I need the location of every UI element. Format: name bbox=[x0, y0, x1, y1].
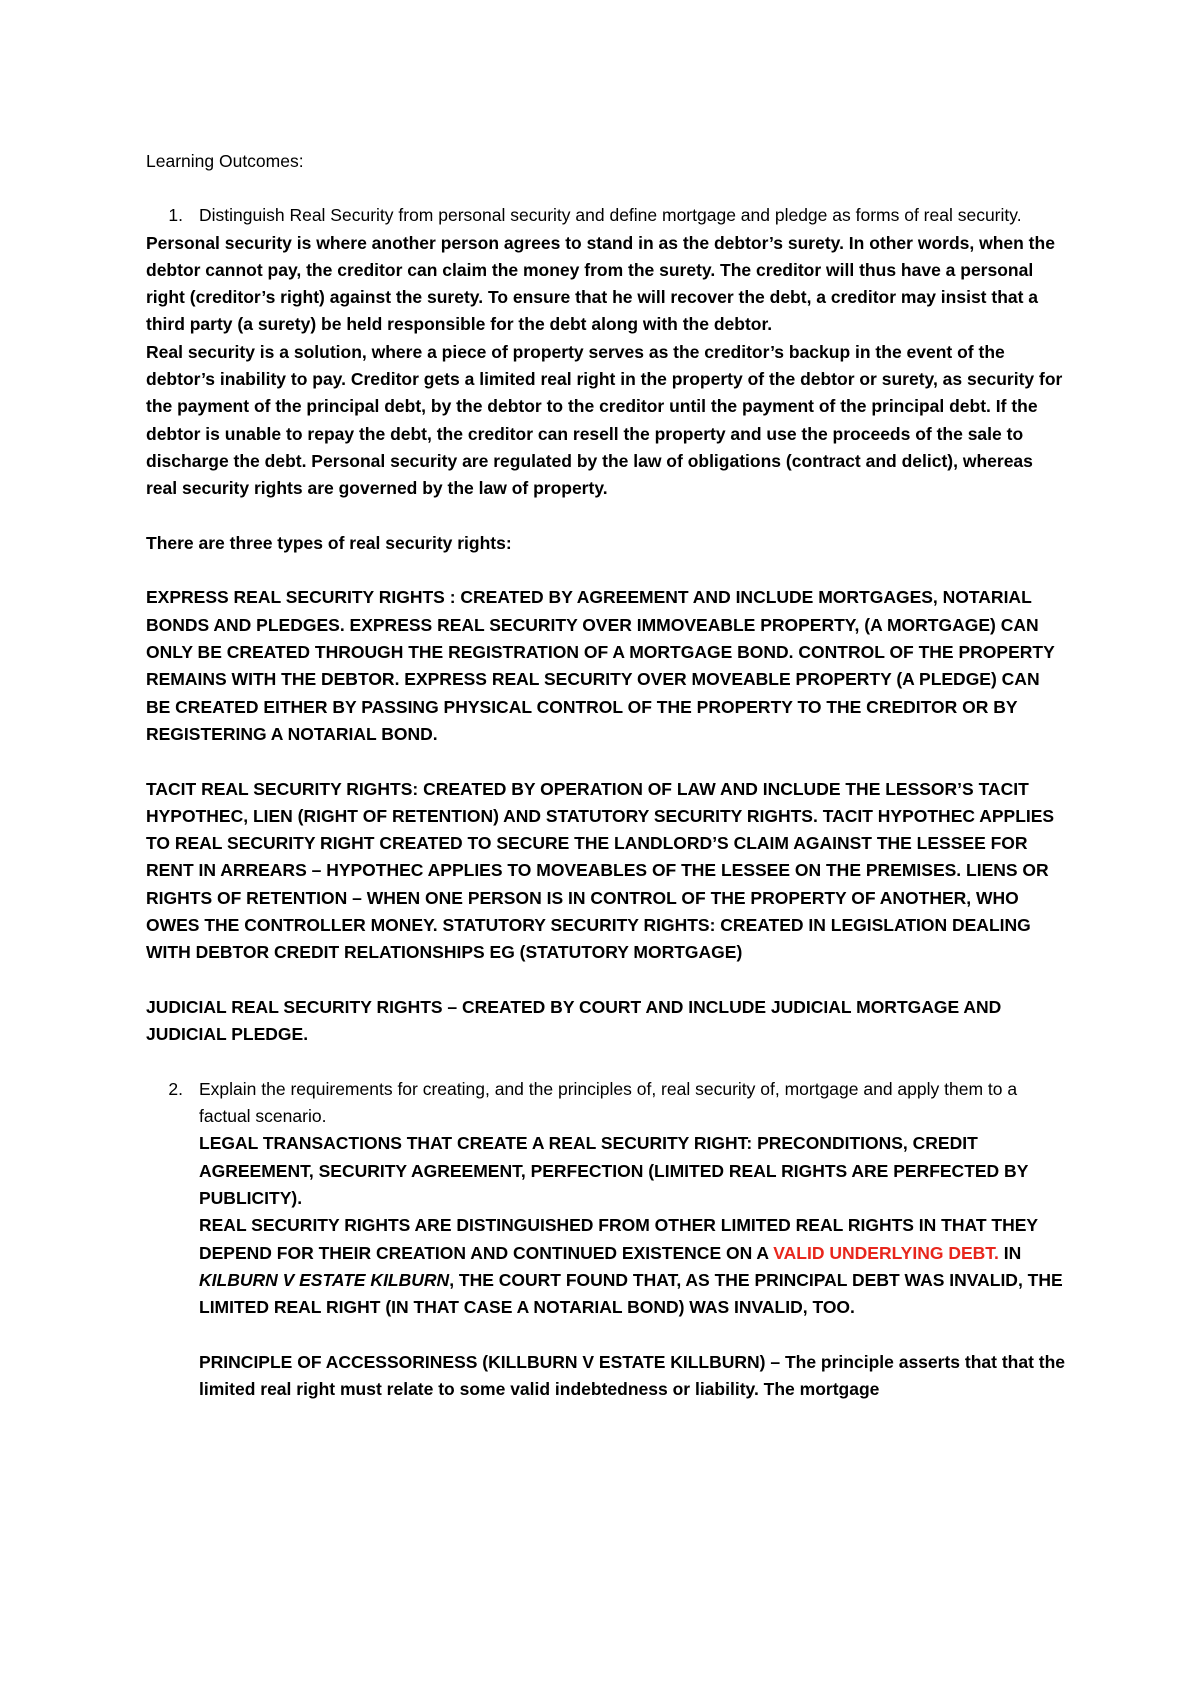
distinguished-text-part-3: , THE COURT FOUND THAT, AS THE PRINCIPAL DEBT WAS INVALID, THE LIMITED REAL RIGHT (IN THAT CASE A NOTARIAL BOND) WAS INVALID, TOO. bbox=[199, 1269, 1063, 1318]
outcome-text-2: Explain the requirements for creating, and the principles of, real security of, mortgage and apply them to a factual scenario. bbox=[199, 1078, 1018, 1127]
outcome-item-2 bbox=[146, 1076, 1066, 1131]
personal-security-paragraph: Personal security is where another person agrees to stand in as the debtor’s surety. In other words, when the debtor cannot pay, the creditor can claim the money from the surety. The creditor will thus have a personal right (creditor’s right) against the surety. To ensure that he will recover the debt, a creditor may insist that a third party (a surety) be held responsible for the debt along with the debtor. bbox=[146, 232, 1055, 335]
spacer bbox=[146, 1049, 1066, 1076]
express-rights-paragraph: EXPRESS REAL SECURITY RIGHTS : CREATED BY AGREEMENT AND INCLUDE MORTGAGES, NOTARIAL BONDS AND PLEDGES. EXPRESS REAL SECURITY OVER IMMOVEABLE PROPERTY, (A MORTGAGE) CAN ONLY BE CREATED THROUGH THE REGISTRATION OF A MORTGAGE BOND. CONTROL OF THE PROPERTY REMAINS WITH THE DEBTOR. EXPRESS REAL SECURITY OVER MOVEABLE PROPERTY (A PLEDGE) CAN BE CREATED EITHER BY PASSING PHYSICAL CONTROL OF THE PROPERTY TO THE CREDITOR OR BY REGISTERING A NOTARIAL BOND. bbox=[146, 587, 1055, 744]
tacit-rights-paragraph: TACIT REAL SECURITY RIGHTS: CREATED BY OPERATION OF LAW AND INCLUDE THE LESSOR’S TACIT HYPOTHEC, LIEN (RIGHT OF RETENTION) AND STATUTORY SECURITY RIGHTS. TACIT HYPOTHEC APPLIES TO REAL SECURITY RIGHT CREATED TO SECURE THE LANDLORD’S CLAIM AGAINST THE LESSEE FOR RENT IN ARREARS – HYPOTHEC APPLIES TO MOVEABLES OF THE LESSEE ON THE PREMISES. LIENS OR RIGHTS OF RETENTION – WHEN ONE PERSON IS IN CONTROL OF THE PROPERTY OF ANOTHER, WHO OWES THE CONTROLLER MONEY. STATUTORY SECURITY RIGHTS: CREATED IN LEGISLATION DEALING WITH DEBTOR CREDIT RELATIONSHIPS EG (STATUTORY MORTGAGE) bbox=[146, 778, 1055, 963]
spacer bbox=[146, 557, 1066, 584]
spacer bbox=[146, 748, 1066, 775]
outcome-item-1 bbox=[146, 202, 1066, 229]
judicial-rights-paragraph: JUDICIAL REAL SECURITY RIGHTS – CREATED BY COURT AND INCLUDE JUDICIAL MORTGAGE AND JUDICIAL PLEDGE. bbox=[146, 996, 1002, 1045]
outcome-number-2: 2. bbox=[168, 1078, 183, 1099]
real-security-paragraph: Real security is a solution, where a piece of property serves as the creditor’s backup in the event of the debtor’s inability to pay. Creditor gets a limited real right in the property of the debtor or surety, as security for the payment of the principal debt, by the debtor to the creditor until the payment of the principal debt. If the debtor is unable to repay the debt, the creditor can resell the property and use the proceeds of the sale to discharge the debt. Personal security are regulated by the law of obligations (contract and delict), whereas real security rights are governed by the law of property. bbox=[146, 341, 1063, 499]
spacer bbox=[146, 1321, 1066, 1348]
accessoriness-paragraph: PRINCIPLE OF ACCESSORINESS (KILLBURN V ESTATE KILLBURN) – The principle asserts that that the limited real right must relate to some valid indebtedness or liability. The mortgage bbox=[199, 1351, 1066, 1400]
spacer bbox=[146, 503, 1066, 530]
case-name-kilburn: KILBURN V ESTATE KILBURN bbox=[199, 1269, 450, 1290]
distinguished-paragraph bbox=[126, 1212, 1066, 1321]
spacer bbox=[146, 967, 1066, 994]
types-intro-paragraph: There are three types of real security rights: bbox=[146, 532, 512, 553]
legal-transactions-paragraph: LEGAL TRANSACTIONS THAT CREATE A REAL SECURITY RIGHT: PRECONDITIONS, CREDIT AGREEMENT, SECURITY AGREEMENT, PERFECTION (LIMITED REAL RIGHTS ARE PERFECTED BY PUBLICITY). bbox=[199, 1133, 1029, 1208]
outcome-number-1: 1. bbox=[168, 205, 183, 226]
distinguished-text-part-1: REAL SECURITY RIGHTS ARE DISTINGUISHED FROM OTHER LIMITED REAL RIGHTS IN THAT THEY DEPEND FOR THEIR CREATION AND CONTINUED EXISTENCE ON A bbox=[199, 1215, 1038, 1263]
outcome-text-1: Distinguish Real Security from personal security and define mortgage and pledge as forms of real security. bbox=[199, 205, 1022, 226]
distinguished-text-part-2: IN bbox=[998, 1242, 1022, 1263]
learning-outcomes-heading: Learning Outcomes: bbox=[146, 151, 304, 171]
document-body bbox=[146, 148, 1066, 1403]
valid-underlying-debt-highlight: VALID UNDERLYING DEBT. bbox=[773, 1242, 999, 1263]
